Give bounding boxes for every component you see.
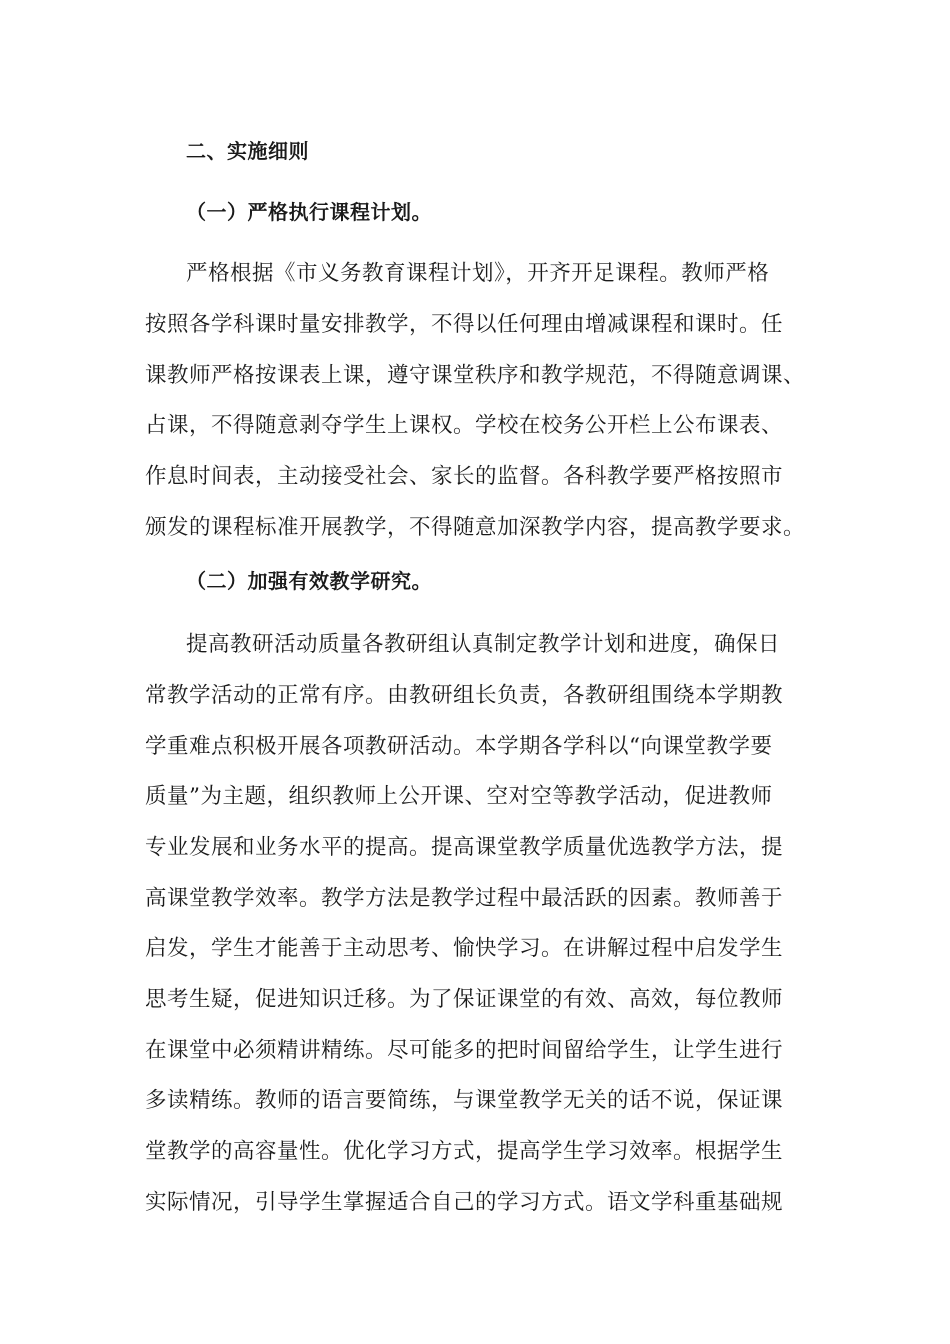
paragraph-line: 质量”为主题，组织教师上公开课、空对空等教学活动，促进教师 xyxy=(145,784,773,809)
paragraph-line: 作息时间表，主动接受社会、家长的监督。各科教学要严格按照市 xyxy=(145,464,784,489)
paragraph-line: 严格根据《市义务教育课程计划》，开齐开足课程。教师严格 xyxy=(186,261,770,286)
paragraph-line: 按照各学科课时量安排教学，不得以任何理由增减课程和课时。任 xyxy=(145,312,784,337)
paragraph-line: 常教学活动的正常有序。由教研组长负责，各教研组围绕本学期教 xyxy=(145,683,784,708)
paragraph-line: 颁发的课程标准开展教学，不得随意加深教学内容，提高教学要求。 xyxy=(145,515,806,540)
section-title: 二、实施细则 xyxy=(186,139,309,163)
paragraph-line: 课教师严格按课表上课，遵守课堂秩序和教学规范，不得随意调课、 xyxy=(145,363,806,388)
paragraph-line: 思考生疑，促进知识迁移。为了保证课堂的有效、高效，每位教师 xyxy=(145,987,784,1012)
paragraph-line: 占课，不得随意剥夺学生上课权。学校在校务公开栏上公布课表、 xyxy=(145,413,784,438)
paragraph-line: 专业发展和业务水平的提高。提高课堂教学质量优选教学方法，提 xyxy=(145,835,784,860)
subsection-heading-1: （一）严格执行课程计划。 xyxy=(186,200,432,224)
paragraph-line: 高课堂教学效率。教学方法是教学过程中最活跃的因素。教师善于 xyxy=(145,886,784,911)
paragraph-line: 学重难点积极开展各项教研活动。本学期各学科以“向课堂教学要 xyxy=(145,734,773,759)
paragraph-line: 启发，学生才能善于主动思考、愉快学习。在讲解过程中启发学生 xyxy=(145,936,784,961)
paragraph-line: 提高教研活动质量各教研组认真制定教学计划和进度，确保日 xyxy=(186,632,781,657)
paragraph-line: 堂教学的高容量性。优化学习方式，提高学生学习效率。根据学生 xyxy=(145,1139,784,1164)
paragraph-line: 实际情况，引导学生掌握适合自己的学习方式。语文学科重基础规 xyxy=(145,1190,784,1215)
paragraph-line: 多读精练。教师的语言要简练，与课堂教学无关的话不说，保证课 xyxy=(145,1088,784,1113)
subsection-heading-2: （二）加强有效教学研究。 xyxy=(186,569,432,593)
paragraph-line: 在课堂中必须精讲精练。尽可能多的把时间留给学生，让学生进行 xyxy=(145,1038,784,1063)
